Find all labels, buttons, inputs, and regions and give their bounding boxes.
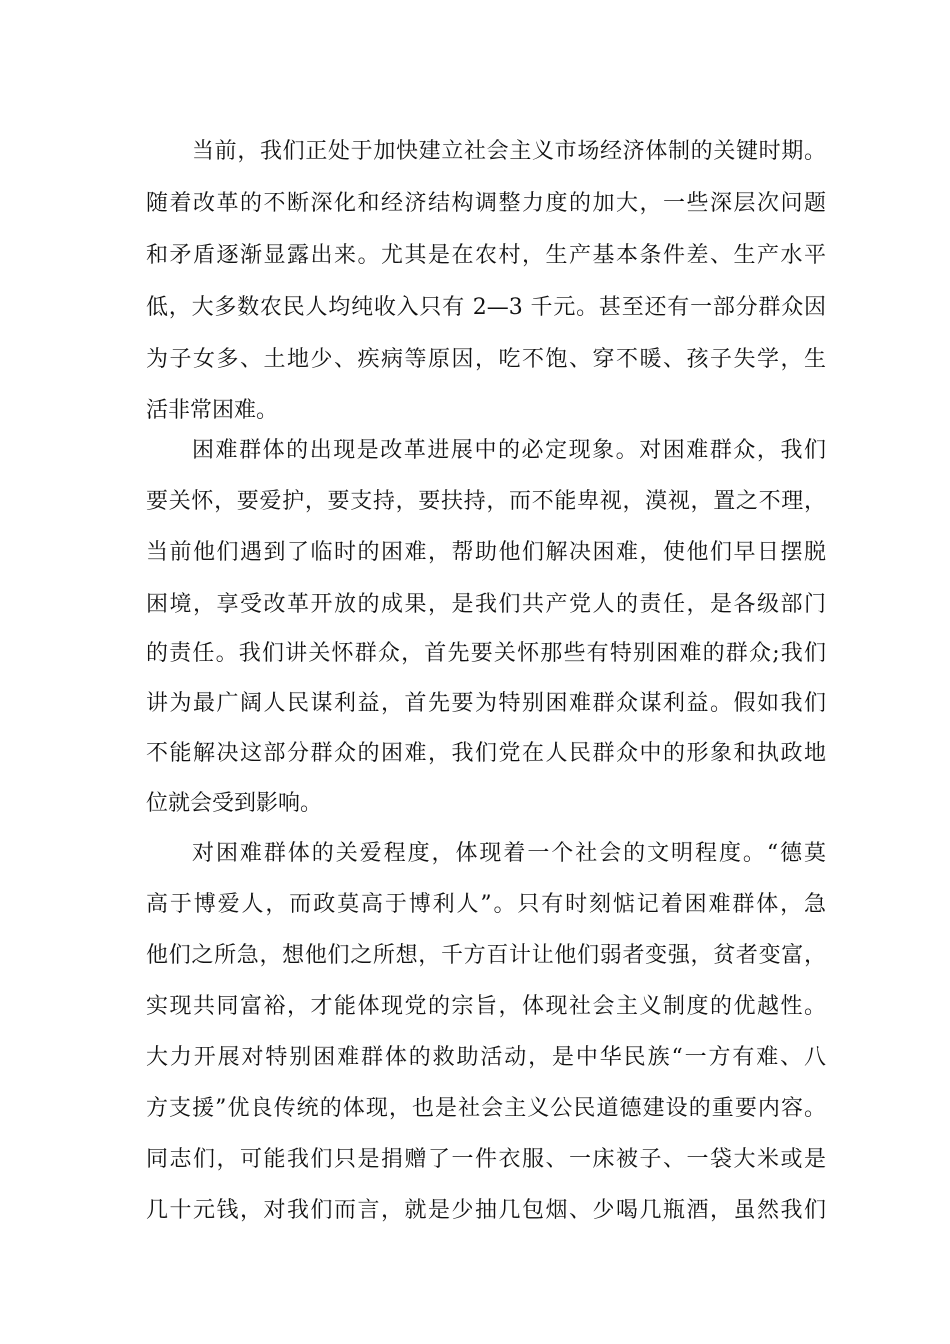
paragraph-3-line-8: 几十元钱，对我们而言，就是少抽几包烟、少喝几瓶酒，虽然我们 xyxy=(146,1198,826,1223)
paragraph-3-line-5: 大力开展对特别困难群体的救助活动，是中华民族“一方有难、八 xyxy=(146,1045,826,1070)
paragraph-2-line-7: 不能解决这部分群众的困难，我们党在人民群众中的形象和执政地 xyxy=(146,741,826,766)
paragraph-2-line-2: 要关怀，要爱护，要支持，要扶持，而不能卑视，漠视，置之不理， xyxy=(146,489,826,514)
paragraph-2-line-8: 位就会受到影响。 xyxy=(146,791,323,816)
paragraph-2-line-5: 的责任。我们讲关怀群众，首先要关怀那些有特别困难的群众;我们 xyxy=(146,641,826,666)
paragraph-2-line-3: 当前他们遇到了临时的困难，帮助他们解决困难，使他们早日摆脱 xyxy=(146,540,826,565)
paragraph-3-line-1: 对困难群体的关爱程度，体现着一个社会的文明程度。“德莫 xyxy=(192,841,826,866)
paragraph-2-line-4: 困境，享受改革开放的成果，是我们共产党人的责任，是各级部门 xyxy=(146,592,826,617)
paragraph-1-line-6: 活非常困难。 xyxy=(146,398,279,423)
paragraph-1-line-5: 为子女多、土地少、疾病等原因，吃不饱、穿不暖、孩子失学，生 xyxy=(146,347,826,372)
paragraph-3-line-7: 同志们，可能我们只是捐赠了一件衣服、一床被子、一袋大米或是 xyxy=(146,1147,826,1172)
paragraph-2-line-6: 讲为最广阔人民谋利益，首先要为特别困难群众谋利益。假如我们 xyxy=(146,691,826,716)
paragraph-2-line-1: 困难群体的出现是改革进展中的必定现象。对困难群众，我们 xyxy=(192,438,826,463)
paragraph-3-line-2: 高于博爱人，而政莫高于博利人”。只有时刻惦记着困难群体，急 xyxy=(146,892,826,917)
paragraph-1-line-3: 和矛盾逐渐显露出来。尤其是在农村，生产基本条件差、生产水平 xyxy=(146,243,826,268)
paragraph-1-line-4: 低，大多数农民人均纯收入只有 2—3 千元。甚至还有一部分群众因 xyxy=(146,295,826,320)
paragraph-1-line-2: 随着改革的不断深化和经济结构调整力度的加大，一些深层次问题 xyxy=(146,191,826,216)
paragraph-3-line-6: 方支援”优良传统的体现，也是社会主义公民道德建设的重要内容。 xyxy=(146,1096,826,1121)
paragraph-3-line-3: 他们之所急，想他们之所想，千方百计让他们弱者变强，贫者变富， xyxy=(146,943,826,968)
paragraph-3-line-4: 实现共同富裕，才能体现党的宗旨，体现社会主义制度的优越性。 xyxy=(146,994,826,1019)
paragraph-1-line-1: 当前，我们正处于加快建立社会主义市场经济体制的关键时期。 xyxy=(192,139,826,164)
